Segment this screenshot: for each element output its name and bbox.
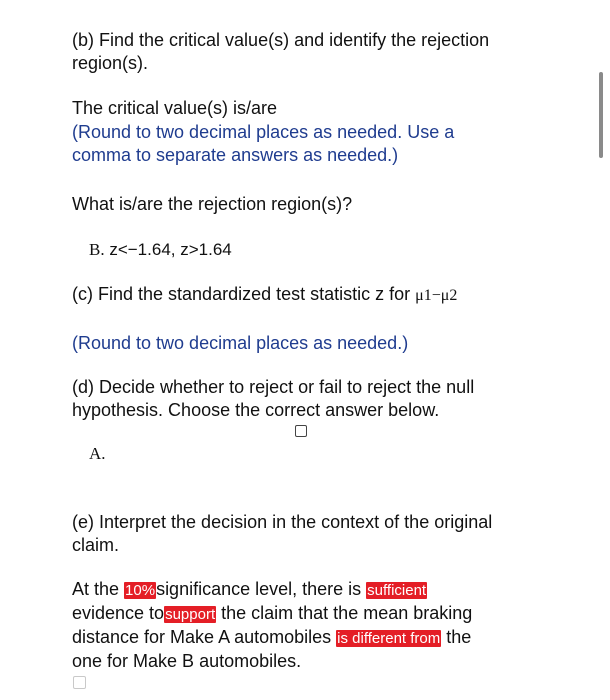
conclusion-line4: one for Make B automobiles.	[72, 651, 302, 671]
part-d-answer-letter: A.	[89, 444, 106, 463]
conclusion-text: At the	[72, 579, 125, 599]
part-b-heading-line2: region(s).	[72, 53, 149, 73]
conclusion-line1	[72, 578, 427, 602]
rejection-region-question: What is/are the rejection region(s)?	[72, 194, 353, 214]
part-e-heading-line2: claim.	[72, 535, 120, 555]
part-d-heading-line2: hypothesis. Choose the correct answer below.	[72, 400, 440, 420]
conclusion-line2	[72, 602, 472, 626]
critical-value-prompt: The critical value(s) is/are	[72, 98, 278, 118]
round-note-line1: (Round to two decimal places as needed. Use a	[72, 122, 455, 142]
support-reject-dropdown[interactable]: support	[165, 606, 216, 623]
conclusion-text: the claim that the mean braking	[216, 603, 473, 623]
part-b-heading-line1: (b) Find the critical value(s) and identify the rejection	[72, 30, 490, 50]
conclusion-text: significance level, there is	[156, 579, 367, 599]
part-c-round-note: (Round to two decimal places as needed.)	[72, 333, 409, 353]
conclusion-text: evidence to	[72, 603, 165, 623]
scrollbar-thumb[interactable]	[599, 72, 603, 158]
part-b-answer	[89, 238, 232, 261]
part-e-heading-line1: (e) Interpret the decision in the context of the original	[72, 512, 493, 532]
part-b-answer-letter: B.	[89, 240, 105, 259]
claim-relation-dropdown[interactable]: is different from	[337, 630, 441, 647]
answer-select-icon[interactable]	[295, 425, 307, 437]
conclusion-line3	[72, 626, 471, 650]
significance-level-dropdown[interactable]: 10%	[125, 582, 156, 599]
empty-checkbox-icon[interactable]	[73, 676, 86, 689]
part-d-heading-line1: (d) Decide whether to reject or fail to reject the null	[72, 377, 475, 397]
part-b-answer-text: z<−1.64, z>1.64	[109, 240, 232, 259]
mu-difference-symbol: μ1−μ2	[415, 287, 458, 304]
conclusion-text: distance for Make A automobiles	[72, 627, 337, 647]
round-note-line2: comma to separate answers as needed.)	[72, 145, 399, 165]
part-c-heading	[72, 283, 457, 307]
part-c-heading-text: (c) Find the standardized test statistic z for	[72, 284, 416, 304]
evidence-sufficiency-dropdown[interactable]: sufficient	[367, 582, 427, 599]
conclusion-text: the	[441, 627, 472, 647]
